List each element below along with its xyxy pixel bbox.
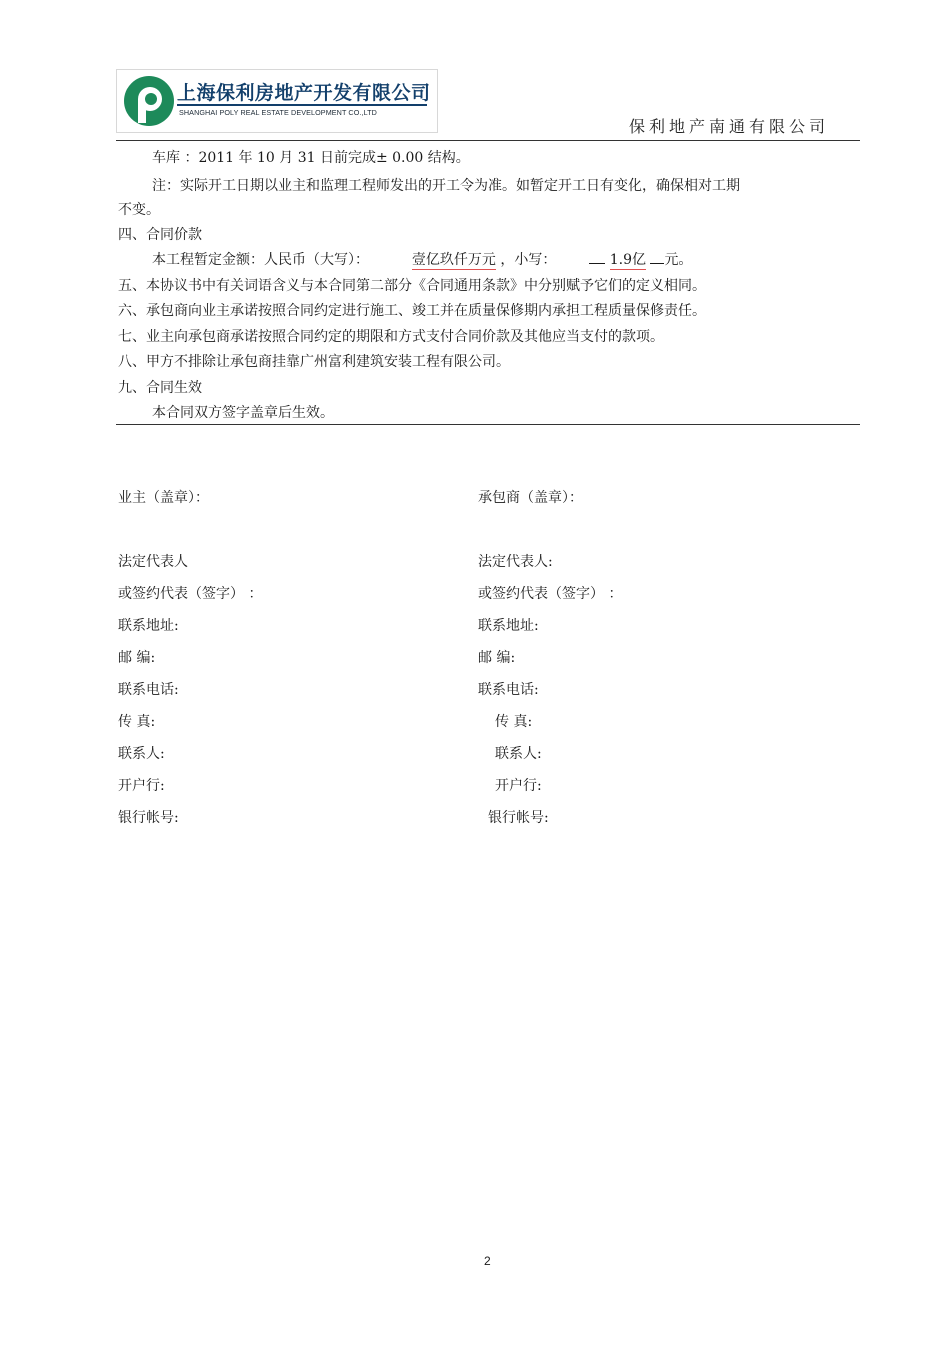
garage-schedule-line: 车库 ：2011 年 10 月 31 日前完成± 0.00 结构。 — [152, 150, 470, 166]
page-number: 2 — [484, 1254, 491, 1268]
contractor-contact-label: 联系人: — [495, 746, 542, 762]
contractor-seal-label: 承包商（盖章）： — [478, 490, 583, 506]
owner-bank-label: 开户行: — [118, 778, 165, 794]
contractor-signing-rep-label: 或签约代表（签字） ： — [478, 586, 623, 602]
contractor-postcode-label: 邮 编: — [478, 650, 516, 666]
clause-eight: 八、甲方不排除让承包商挂靠广州富利建筑安装工程有限公司。 — [118, 354, 510, 370]
owner-signing-rep-label: 或签约代表（签字） ： — [118, 586, 263, 602]
poly-logo-icon — [123, 75, 175, 127]
contractor-bank-label: 开户行: — [495, 778, 542, 794]
owner-fax-label: 传 真: — [118, 714, 156, 730]
logo-english-name: SHANGHAI POLY REAL ESTATE DEVELOPMENT CO.,LTD — [179, 108, 377, 117]
amount-label: 本工程暂定金额：人民币（大写）： — [152, 252, 369, 268]
header-rule — [116, 140, 860, 141]
owner-legal-rep-label: 法定代表人 — [118, 554, 188, 570]
owner-address-label: 联系地址: — [118, 618, 179, 634]
owner-account-label: 银行帐号: — [118, 810, 179, 826]
effectiveness-text: 本合同双方签字盖章后生效。 — [152, 405, 334, 421]
contractor-address-label: 联系地址: — [478, 618, 539, 634]
start-date-note: 注：实际开工日期以业主和监理工程师发出的开工令为准。如暂定开工日有变化，确保相对工期 — [152, 178, 740, 194]
contractor-account-label: 银行帐号: — [488, 810, 549, 826]
amount-in-words: 壹亿玖仟万元 — [411, 252, 496, 268]
clause-five: 五、本协议书中有关词语含义与本合同第二部分《合同通用条款》中分别赋予它们的定义相同。 — [118, 278, 706, 294]
logo-divider — [177, 104, 427, 106]
contractor-fax-label: 传 真: — [495, 714, 533, 730]
provisional-amount-line — [152, 249, 692, 269]
contractor-phone-label: 联系电话: — [478, 682, 539, 698]
amount-mid-label: ，小写： — [500, 252, 557, 268]
section-contract-price: 四、合同价款 — [118, 227, 202, 243]
amount-suffix: 元。 — [664, 252, 693, 268]
start-date-note-cont: 不变。 — [118, 202, 160, 218]
clause-seven: 七、业主向承包商承诺按照合同约定的期限和方式支付合同价款及其他应当支付的款项。 — [118, 329, 664, 345]
owner-postcode-label: 邮 编: — [118, 650, 156, 666]
logo-chinese-name: 上海保利房地产开发有限公司 — [177, 82, 431, 104]
section-effectiveness: 九、合同生效 — [118, 380, 202, 396]
owner-seal-label: 业主（盖章）： — [118, 490, 209, 506]
contractor-legal-rep-label: 法定代表人: — [478, 554, 553, 570]
body-rule — [116, 424, 860, 425]
clause-six: 六、承包商向业主承诺按照合同约定进行施工、竣工并在质量保修期内承担工程质量保修责任。 — [118, 303, 706, 319]
owner-phone-label: 联系电话: — [118, 682, 179, 698]
owner-contact-label: 联系人: — [118, 746, 165, 762]
header-company-name: 保利地产南通有限公司 — [629, 117, 830, 136]
company-logo — [116, 69, 438, 133]
amount-in-figures: 1.9亿 — [609, 252, 646, 268]
